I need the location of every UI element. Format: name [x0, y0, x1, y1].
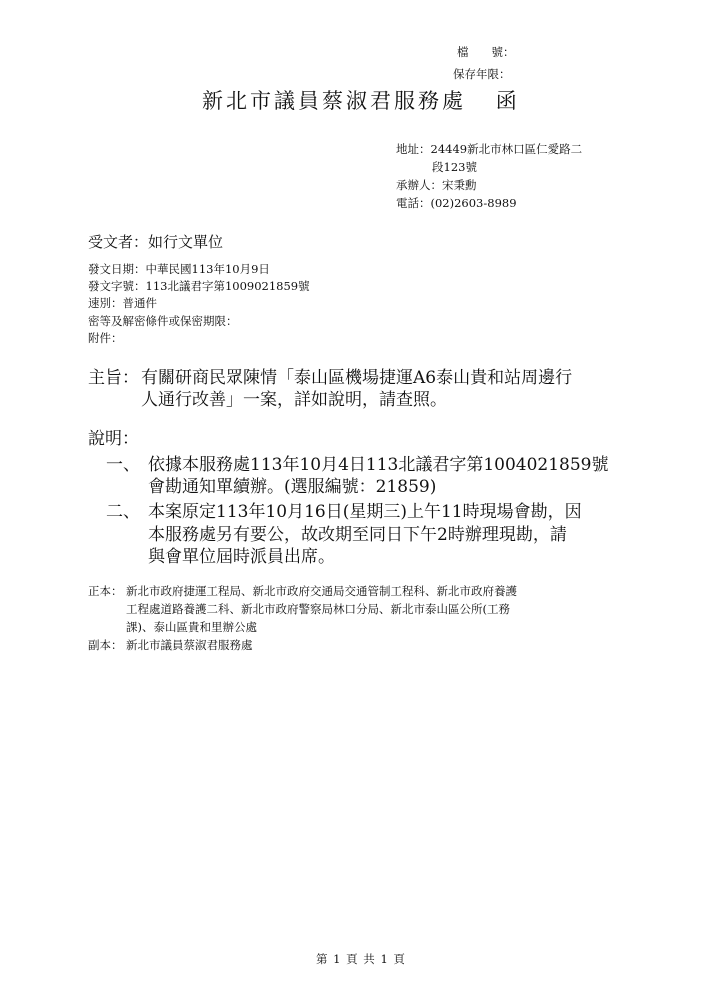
copy-recipients-label: 副本：: [88, 638, 123, 652]
phone-line: 電話：(02)2603-8989: [396, 196, 517, 210]
org-title: 新北市議員蔡淑君服務處: [202, 89, 466, 113]
subject-line: 有關研商民眾陳情「泰山區機場捷運A6泰山貴和站周邊行: [141, 368, 573, 388]
address-block: [396, 141, 582, 213]
explanation-item-line: 會勘通知單續辦。(選服編號：21859): [148, 477, 437, 497]
main-recipients-line: 新北市政府捷運工程局、新北市政府交通局交通管制工程科、新北市政府養護: [126, 584, 517, 598]
security-class: 密等及解密條件或保密期限：: [88, 313, 238, 328]
main-recipients-line: 課)、泰山區貴和里辦公處: [126, 620, 257, 634]
main-recipients-line: 工程處道路養護二科、新北市政府警察局林口分局、新北市泰山區公所(工務: [126, 602, 510, 616]
explanation-item-line: 本案原定113年10月16日(星期三)上午11時現場會勘，因: [148, 502, 582, 522]
attachments: 附件：: [88, 330, 123, 345]
issue-number: 發文字號：113北議君字第1009021859號: [88, 279, 310, 294]
main-recipients-label: 正本：: [88, 584, 123, 598]
explanation-item-number: 二、: [106, 502, 140, 522]
explanation-label: 說明：: [88, 429, 139, 449]
explanation-item-line: 依據本服務處113年10月4日113北議君字第1004021859號: [148, 455, 609, 475]
main-recipients: [126, 583, 517, 637]
copy-recipients-line: 新北市議員蔡淑君服務處: [126, 638, 253, 652]
explanation-item-number: 一、: [106, 455, 140, 475]
file-number-label: 檔 號：: [457, 45, 515, 59]
explanation-item-line: 本服務處另有要公，故改期至同日下午2時辦理現勘，請: [148, 525, 567, 545]
subject-line-cont: 人通行改善」一案，詳如說明，請查照。: [141, 390, 447, 410]
page-number: 第 1 頁 共 1 頁: [316, 952, 406, 966]
issue-date: 發文日期：中華民國113年10月9日: [88, 262, 270, 276]
address-line-cont: 段123號: [432, 160, 477, 174]
page-title: [202, 85, 520, 115]
explanation-item-line: 與會單位屆時派員出席。: [148, 547, 335, 567]
subject-label: 主旨：: [88, 368, 139, 388]
address-line: 地址：24449新北市林口區仁愛路二: [396, 142, 583, 156]
doc-type: 函: [495, 89, 520, 113]
recipient-line: 受文者：如行文單位: [88, 233, 224, 251]
retention-period-label: 保存年限：: [453, 67, 511, 81]
issue-meta: [88, 261, 310, 347]
handler-line: 承辦人：宋秉勳: [396, 178, 477, 192]
speed-class: 速別：普通件: [88, 296, 157, 311]
